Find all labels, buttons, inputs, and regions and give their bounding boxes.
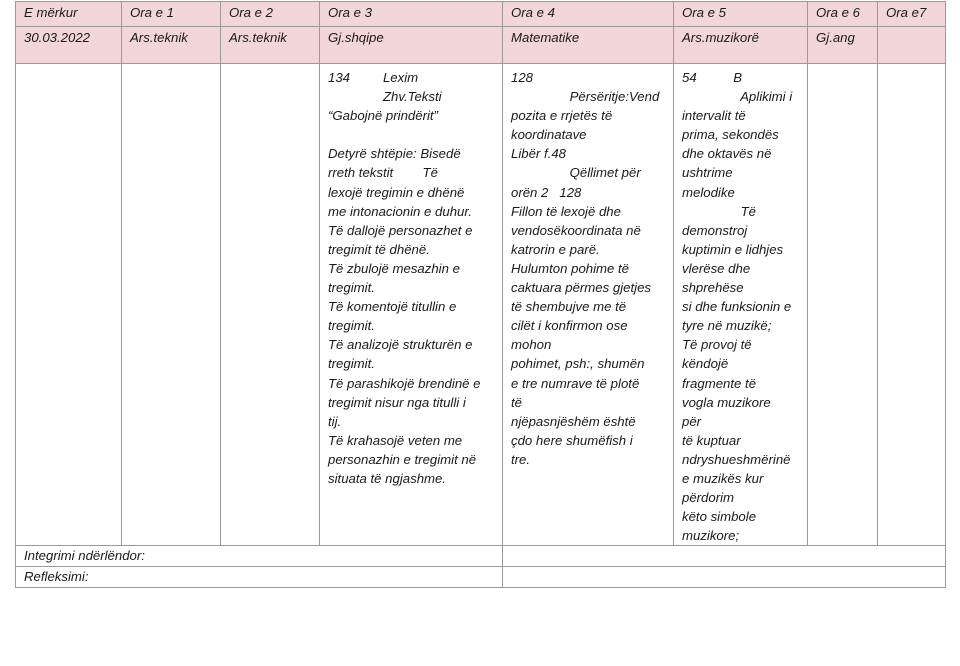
content-line: katrorin e parë. [511, 241, 600, 257]
content-line: orën 2 128 [511, 184, 582, 200]
subject-ora-7 [878, 27, 946, 64]
subject-ora-6: Gj.ang [808, 27, 878, 64]
content-line: përdorim [682, 490, 735, 506]
header-ora-6: Ora e 6 [808, 2, 878, 27]
content-line: rreth tekstit Të [328, 165, 438, 181]
content-line: muzikore; [682, 528, 740, 544]
header-ora-2: Ora e 2 [221, 2, 320, 27]
content-line: këto simbole [682, 509, 757, 525]
header-day: E mërkur [16, 2, 122, 27]
content-line: tregimit të dhënë. [328, 241, 430, 257]
content-ora-5 [674, 64, 808, 546]
refleksimi-value [503, 567, 946, 588]
content-line: Zhv.Teksti [328, 89, 442, 105]
content-line: Të provoj të [682, 337, 752, 353]
content-line: Të parashikojë brendinë e [328, 375, 481, 391]
integrimi-row [16, 546, 946, 567]
content-row [16, 64, 946, 546]
content-line: këndojë [682, 356, 729, 372]
content-line: dhe oktavës në [682, 146, 772, 162]
content-line: vlerëse dhe [682, 260, 751, 276]
content-line: tre. [511, 451, 531, 467]
content-line: tregimit. [328, 356, 375, 372]
content-line: lexojë tregimin e dhënë [328, 184, 465, 200]
header-ora-3: Ora e 3 [320, 2, 503, 27]
content-line: me intonacionin e duhur. [328, 203, 472, 219]
header-ora-5: Ora e 5 [674, 2, 808, 27]
subject-ora-2: Ars.teknik [221, 27, 320, 64]
content-line: kuptimin e lidhjes [682, 241, 784, 257]
content-line: pohimet, psh:, shumën [511, 356, 645, 372]
content-line: e tre numrave të plotë [511, 375, 640, 391]
content-line: Hulumton pohime të [511, 260, 630, 276]
content-line: Libër f.48 [511, 146, 566, 162]
content-line: vendosëkoordinata në [511, 222, 641, 238]
content-line: ushtrime [682, 165, 733, 181]
content-line: të [511, 394, 522, 410]
content-line: 128 [511, 70, 534, 85]
date-cell: 30.03.2022 [16, 27, 122, 64]
content-line: prima, sekondës [682, 127, 779, 143]
content-line: njëpasnjëshëm është [511, 413, 636, 429]
content-line: Të krahasojë veten me [328, 432, 463, 448]
content-line [328, 125, 495, 144]
content-line: melodike [682, 184, 735, 200]
content-line: e muzikës kur [682, 470, 764, 486]
refleksimi-label: Refleksimi: [16, 567, 503, 588]
subject-ora-3: Gj.shqipe [320, 27, 503, 64]
header-ora-4: Ora e 4 [503, 2, 674, 27]
header-ora-1: Ora e 1 [122, 2, 221, 27]
content-ora-2 [221, 64, 320, 546]
content-line: personazhin e tregimit në [328, 451, 477, 467]
content-line: fragmente të [682, 375, 757, 391]
content-line: çdo here shumëfish i [511, 432, 633, 448]
content-line: tregimit nisur nga titulli i [328, 394, 466, 410]
content-line: për [682, 413, 702, 429]
refleksimi-row [16, 567, 946, 588]
content-line: pozita e rrjetës të [511, 108, 613, 124]
integrimi-label: Integrimi ndërlëndor: [16, 546, 503, 567]
subject-ora-1: Ars.teknik [122, 27, 221, 64]
content-line: Aplikimi i [682, 89, 793, 105]
content-line: Të zbulojë mesazhin e [328, 260, 460, 276]
content-line: situata të ngjashme. [328, 470, 447, 486]
content-line: vogla muzikore [682, 394, 771, 410]
content-line: ndryshueshmërinë [682, 451, 791, 467]
content-line: “Gabojnë prindërit” [328, 108, 438, 124]
content-line: shprehëse [682, 280, 744, 296]
content-line: demonstroj [682, 222, 748, 238]
content-line: Të analizojë strukturën e [328, 337, 473, 353]
content-line: Detyrë shtëpie: Bisedë [328, 146, 461, 162]
content-line: cilët i konfirmon ose [511, 318, 628, 334]
content-ora-3 [320, 64, 503, 546]
content-ora-1 [122, 64, 221, 546]
content-line: Të [682, 203, 757, 219]
content-line: koordinatave [511, 127, 587, 143]
content-line: mohon [511, 337, 552, 353]
content-line: Fillon të lexojë dhe [511, 203, 621, 219]
subject-row [16, 27, 946, 64]
subject-ora-5: Ars.muzikorë [674, 27, 808, 64]
content-day [16, 64, 122, 546]
content-line: tyre në muzikë; [682, 318, 772, 334]
header-row [16, 2, 946, 27]
header-ora-7: Ora e7 [878, 2, 946, 27]
content-line: Të komentojë titullin e [328, 299, 457, 315]
content-line: tregimit. [328, 280, 375, 296]
content-line: të kuptuar [682, 432, 741, 448]
content-line: të shembujve me të [511, 299, 627, 315]
content-line: Përsëritje:Vend [511, 89, 660, 105]
content-ora-7 [878, 64, 946, 546]
content-line: tij. [328, 413, 342, 429]
content-line: tregimit. [328, 318, 375, 334]
content-line: Të dallojë personazhet e [328, 222, 473, 238]
daily-plan-table [15, 1, 946, 588]
subject-ora-4: Matematike [503, 27, 674, 64]
content-ora-4 [503, 64, 674, 546]
content-line: si dhe funksionin e [682, 299, 792, 315]
content-line: Qëllimet për [511, 165, 641, 181]
content-line: intervalit të [682, 108, 746, 124]
content-line: 134 Lexim [328, 70, 419, 85]
integrimi-value [503, 546, 946, 567]
content-ora-6 [808, 64, 878, 546]
content-line: caktuara përmes gjetjes [511, 280, 652, 296]
content-line: 54 B [682, 70, 743, 85]
